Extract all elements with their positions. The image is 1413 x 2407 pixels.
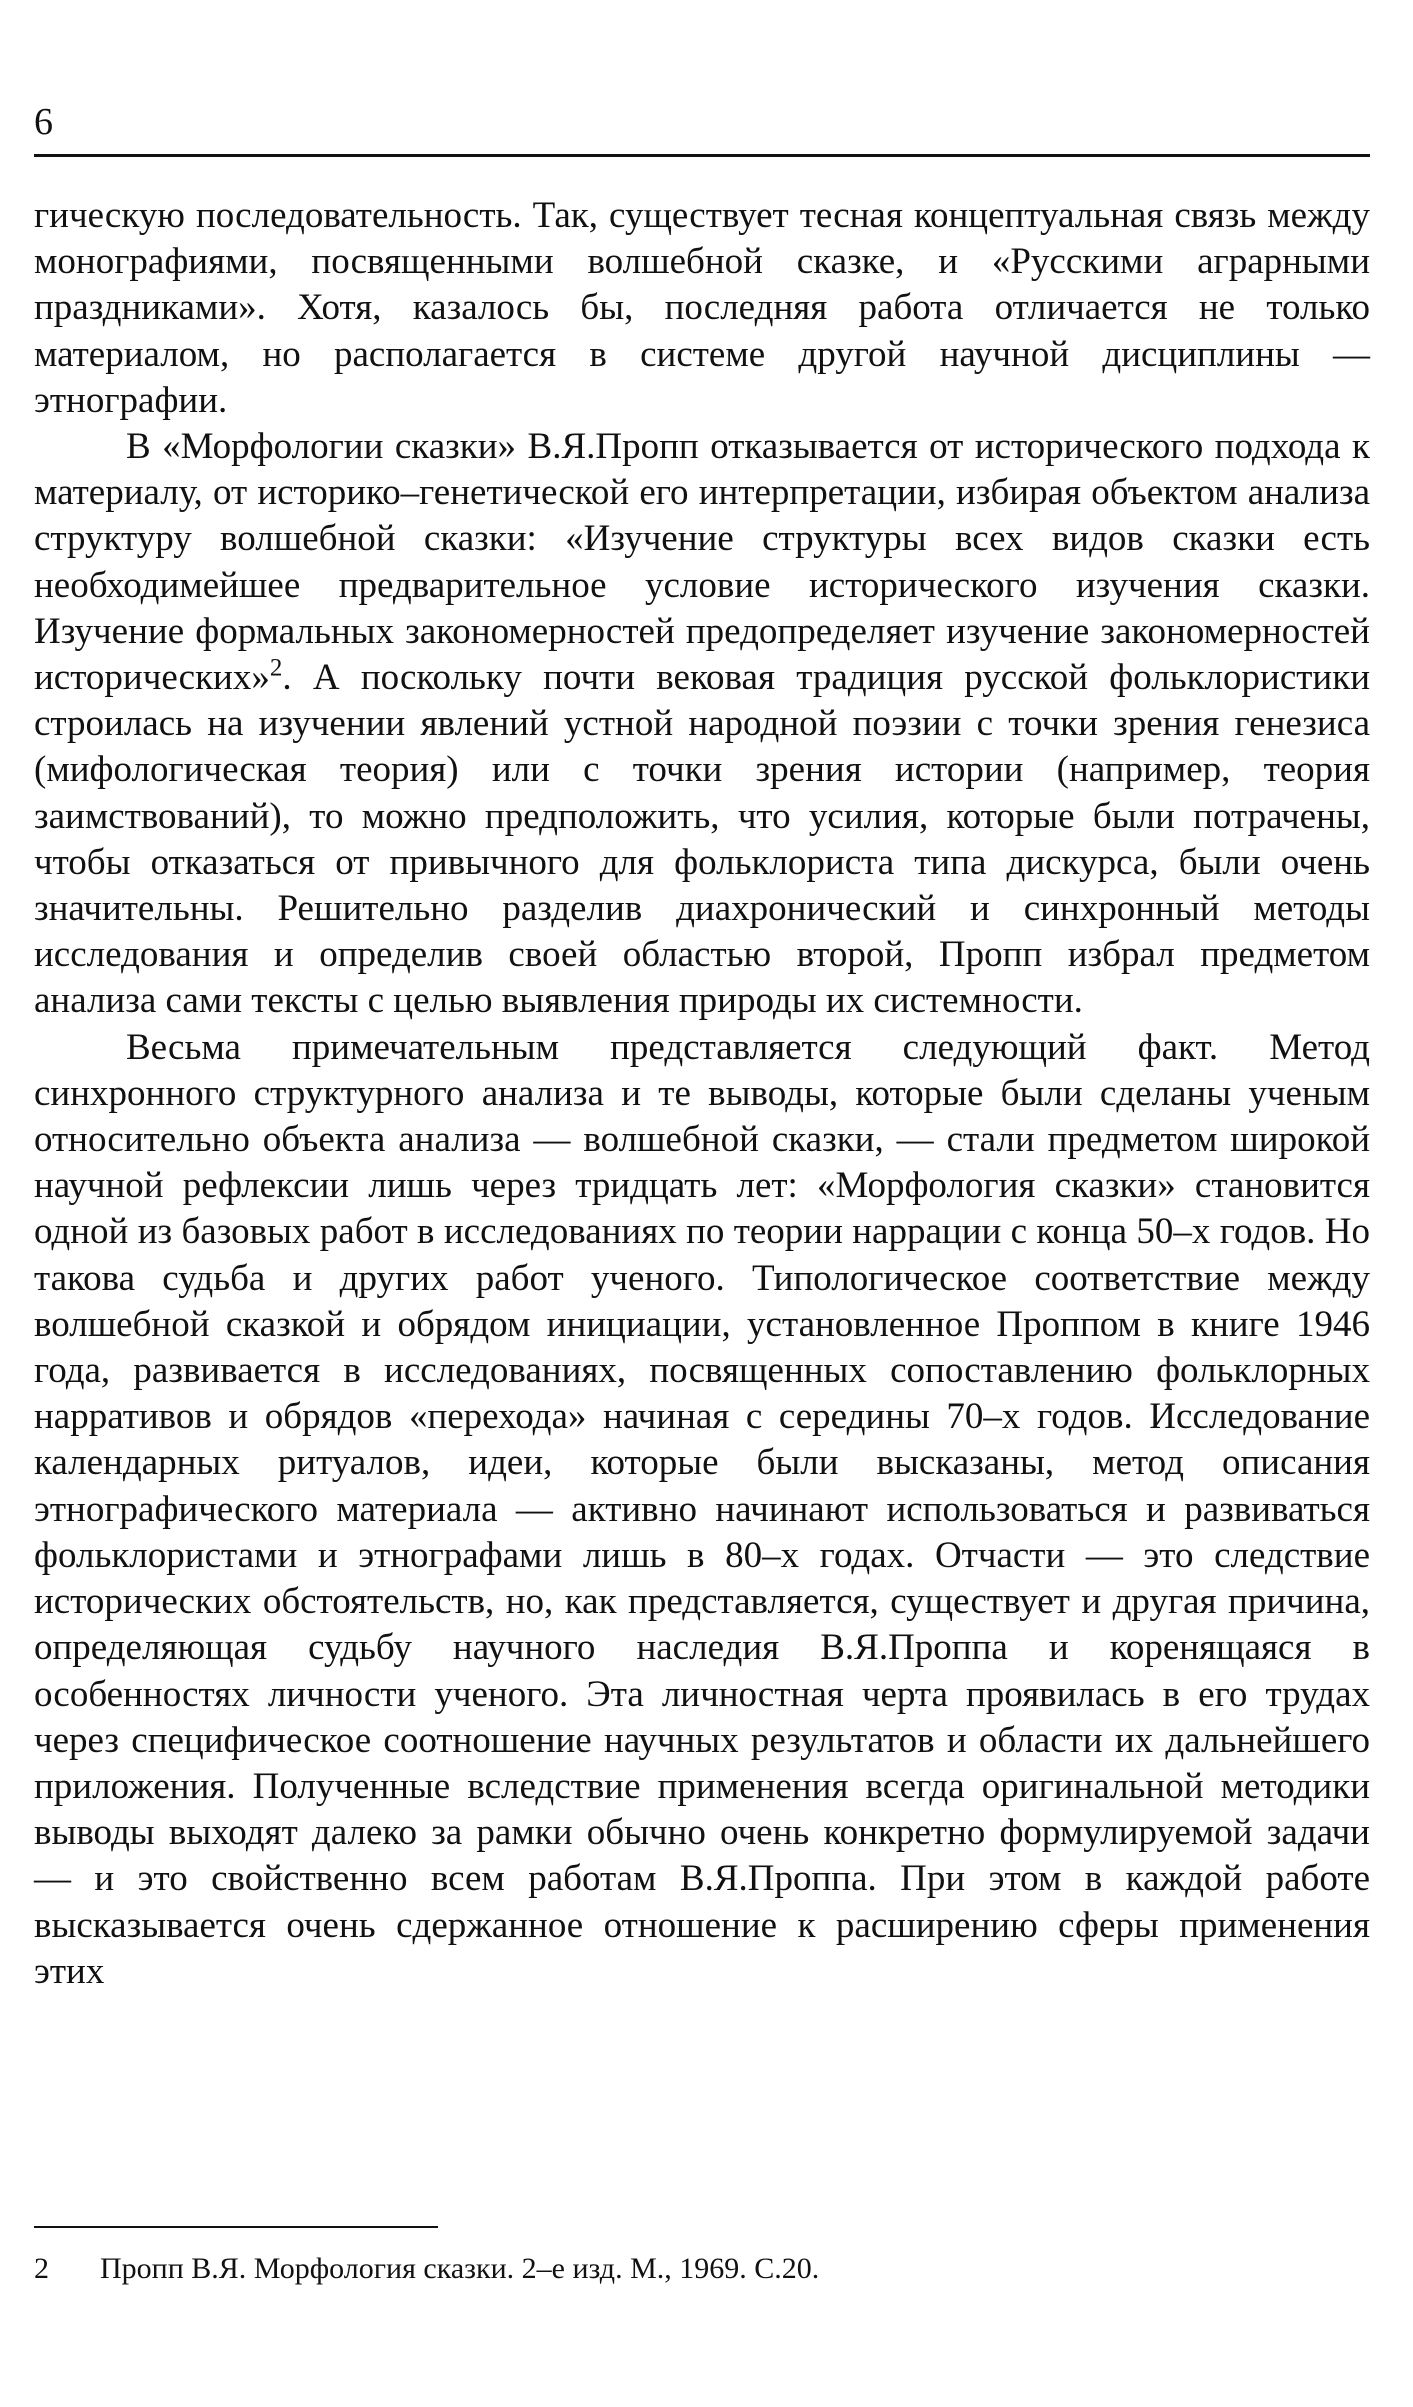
paragraph-2	[34, 424, 1370, 1025]
paragraph-1: гическую последовательность. Так, существует тесная концептуальная связь между монографиями, посвященными волшебной сказке, и «Русскими аграрными праздниками». Хотя, казалось бы, последняя работа отличается не только материалом, но располагается в системе другой научной дисциплины — этнографии.	[34, 195, 1370, 421]
page-number: 6	[34, 101, 53, 143]
paragraph-2-text-before-ref: В «Морфологии сказки» В.Я.Пропп отказывается от исторического подхода к материалу, от историко–генетической его интерпретации, избирая объектом анализа структуру волшебной сказки: «Изучение структуры всех видов сказки есть необходимейшее предварительное условие исторического изучения сказки. Изучение формальных закономерностей предопределяет изучение закономерностей исторических»	[34, 426, 1370, 699]
paragraph-2-text-after-ref: . А поскольку почти вековая традиция русской фольклористики строилась на изучении явлений устной народной поэзии с точки зрения генезиса (мифологическая теория) или с точки зрения истории (например, теория заимствований), то можно предположить, что усилия, которые были потрачены, чтобы отказаться от привычного для фольклориста типа дискурса, были очень значительны. Решительно разделив диахронический и синхронный методы исследования и определив своей областью второй, Пропп избрал предметом анализа сами тексты с целью выявления природы их системности.	[34, 657, 1370, 1022]
header-rule	[34, 154, 1370, 157]
paragraph-3: Весьма примечательным представляется следующий факт. Метод синхронного структурного анализа и те выводы, которые были сделаны ученым относительно объекта анализа — волшебной сказки, — стали предметом широкой научной рефлексии лишь через тридцать лет: «Морфология сказки» становится одной из базовых работ в исследованиях по теории наррации с конца 50–х годов. Но такова судьба и других работ ученого. Типологическое соответствие между волшебной сказкой и обрядом инициации, установленное Проппом в книге 1946 года, развивается в исследованиях, посвященных сопоставлению фольклорных нарративов и обрядов «перехода» начиная с середины 70–х годов. Исследование календарных ритуалов, идеи, которые были высказаны, метод описания этнографического материала — активно начинают использоваться и развиваться фольклористами и этнографами лишь в 80–х годах. Отчасти — это следствие исторических обстоятельств, но, как представляется, существует и другая причина, определяющая судьбу научного наследия В.Я.Проппа и коренящаяся в особенностях личности ученого. Эта личностная черта проявилась в его трудах через специфическое соотношение научных результатов и области их дальнейшего приложения. Полученные вследствие применения всегда оригинальной методики выводы выходят далеко за рамки обычно очень конкретно формулируемой задачи — и это свойственно всем работам В.Я.Проппа. При этом в каждой работе высказывается очень сдержанное отношение к расширению сферы применения этих	[34, 1026, 1370, 1992]
footnote-reference[interactable]: 2	[269, 654, 283, 682]
footnote-rule	[34, 2226, 438, 2228]
footnote-text: Пропп В.Я. Морфология сказки. 2–е изд. М., 1969. С.20.	[100, 2252, 820, 2285]
footnote-mark: 2	[34, 2252, 49, 2285]
main-text	[34, 193, 1370, 1995]
footnote	[34, 2250, 1334, 2288]
